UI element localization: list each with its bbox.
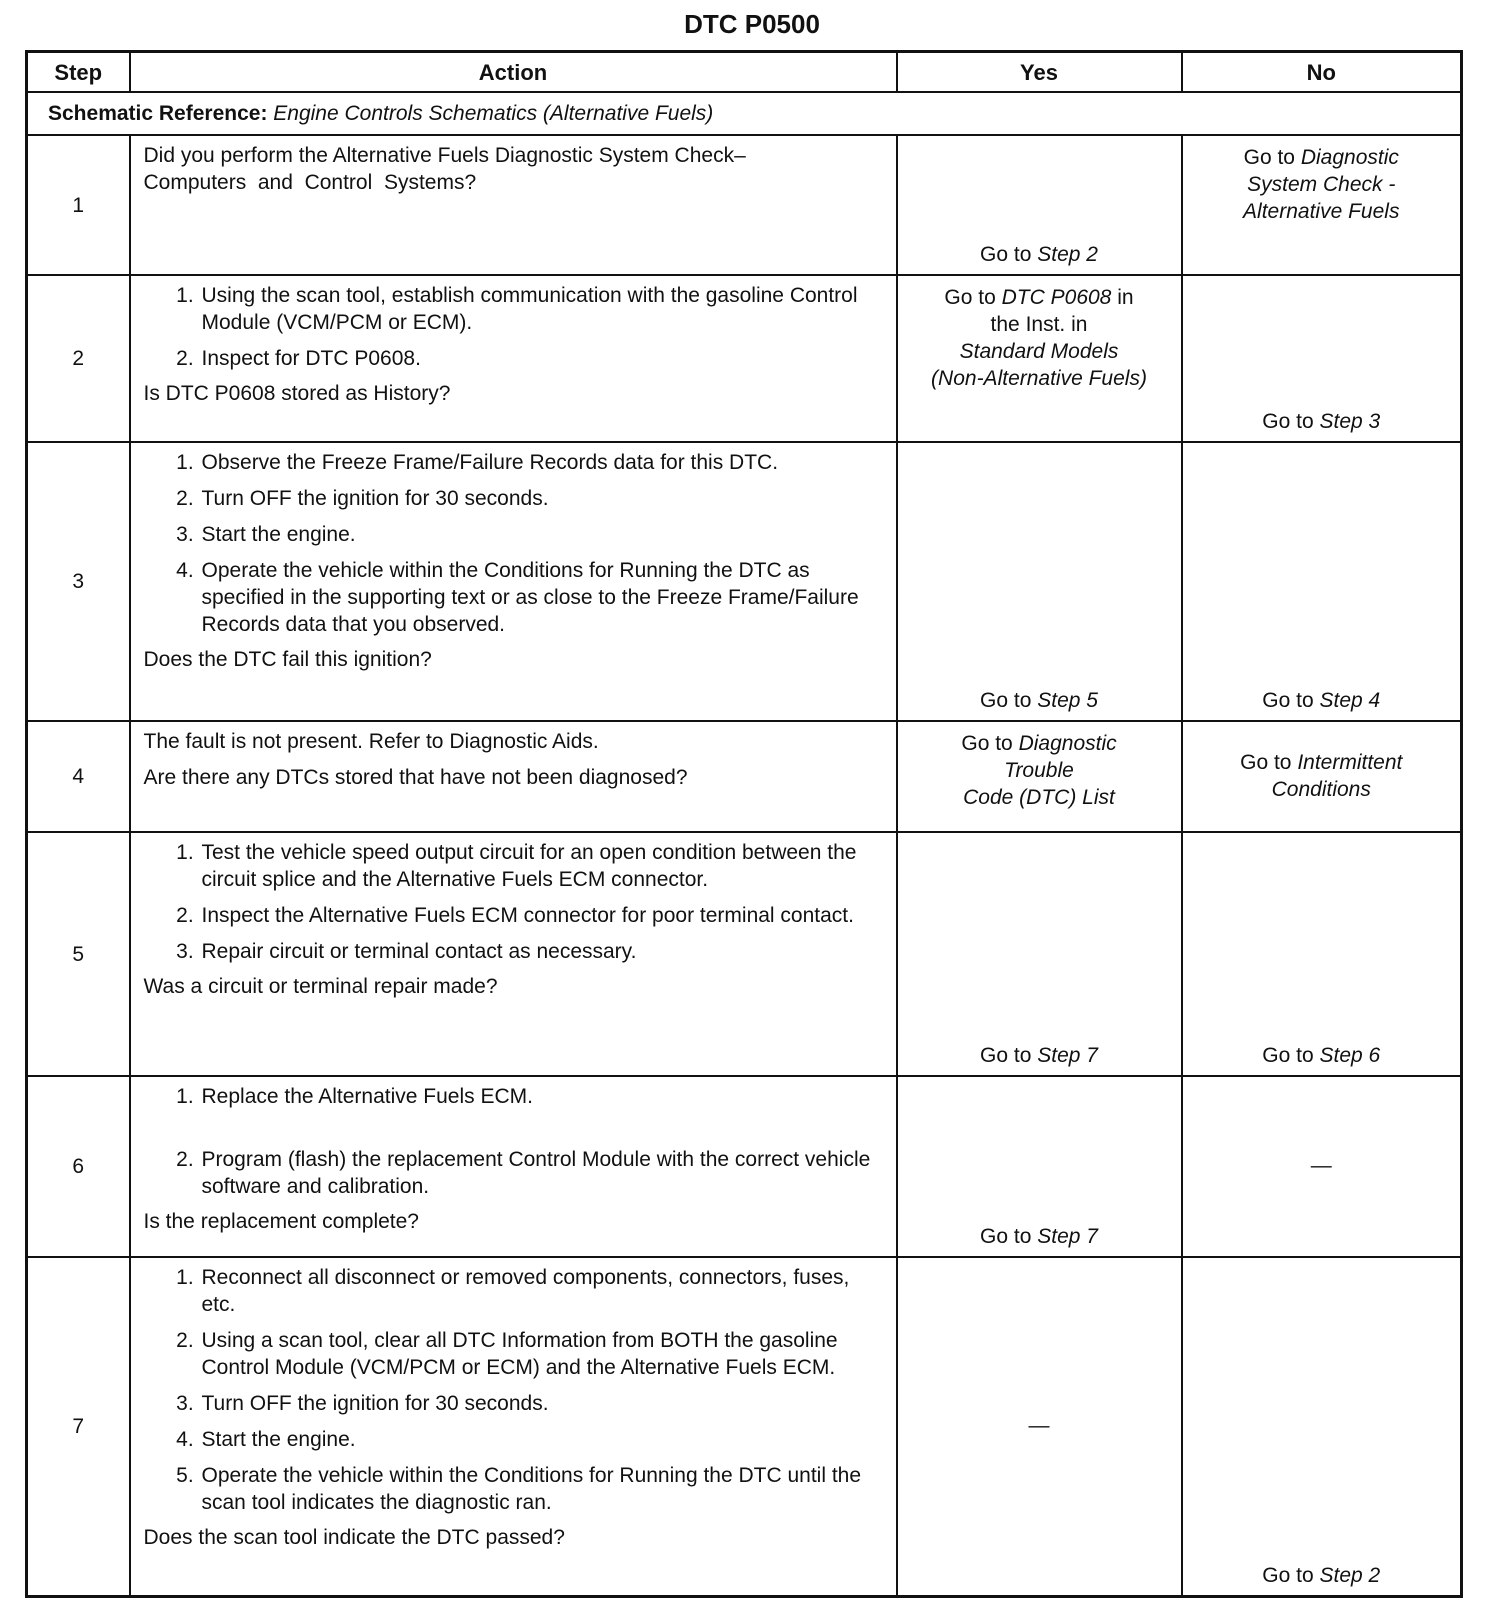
yes-link: Step 5 bbox=[1037, 689, 1098, 712]
page-title: DTC P0500 bbox=[684, 9, 820, 39]
substep-item: 1. Observe the Freeze Frame/Failure Records data for this DTC. bbox=[200, 449, 886, 476]
substep-item: 1. Test the vehicle speed output circuit for an open condition between the circuit splice and the Alternative Fuels ECM connector. bbox=[200, 839, 886, 893]
goto-text: Go to bbox=[980, 689, 1032, 712]
no-link: Intermittent bbox=[1297, 750, 1403, 774]
no-link: Diagnostic bbox=[1300, 146, 1399, 169]
question-text: Does the DTC fail this ignition? bbox=[143, 648, 432, 671]
header-action: Action bbox=[130, 52, 897, 93]
header-yes: Yes bbox=[897, 52, 1182, 93]
no-link: Step 2 bbox=[1319, 1564, 1381, 1587]
header-row bbox=[27, 52, 1462, 93]
substep-item: 1. Reconnect all disconnect or removed components, connectors, fuses, etc. bbox=[200, 1264, 886, 1318]
yes-result bbox=[897, 442, 1182, 721]
table-row bbox=[27, 442, 1462, 721]
substep-item: 1. Replace the Alternative Fuels ECM. bbox=[200, 1083, 886, 1110]
step-action bbox=[130, 1076, 897, 1257]
yes-link-cont: (Non-Alternative Fuels) bbox=[931, 367, 1147, 390]
step-action bbox=[130, 721, 897, 832]
table-row bbox=[27, 1076, 1462, 1257]
question-text: Is DTC P0608 stored as History? bbox=[143, 382, 451, 405]
step-number: 1 bbox=[27, 135, 130, 275]
goto-text: Go to bbox=[980, 243, 1032, 266]
table-row bbox=[27, 721, 1462, 832]
substep-item: 3. Start the engine. bbox=[200, 521, 886, 548]
step-action bbox=[130, 275, 897, 442]
step-number: 7 bbox=[27, 1257, 130, 1597]
step-action bbox=[130, 135, 897, 275]
table-row bbox=[27, 135, 1462, 275]
substep-item: 3. Repair circuit or terminal contact as necessary. bbox=[200, 938, 886, 965]
substep-item: 5. Operate the vehicle within the Conditions for Running the DTC until the scan tool indicates the diagnostic ran. bbox=[200, 1462, 886, 1516]
table-row bbox=[27, 832, 1462, 1076]
yes-link: Step 2 bbox=[1037, 243, 1098, 266]
question-text: Does the scan tool indicate the DTC passed? bbox=[143, 1526, 565, 1549]
statement-text: The fault is not present. Refer to Diagnostic Aids. bbox=[143, 730, 599, 753]
yes-result bbox=[897, 832, 1182, 1076]
question-text: Was a circuit or terminal repair made? bbox=[143, 975, 498, 998]
goto-text: Go to bbox=[1262, 689, 1314, 712]
no-result bbox=[1182, 442, 1462, 721]
table-row bbox=[27, 275, 1462, 442]
step-number: 2 bbox=[27, 275, 130, 442]
step-action bbox=[130, 832, 897, 1076]
yes-link-cont: Standard Models bbox=[959, 340, 1119, 363]
goto-text: Go to bbox=[1243, 146, 1295, 169]
goto-text: Go to bbox=[1262, 1044, 1314, 1067]
yes-link-cont: Code (DTC) List bbox=[963, 786, 1115, 809]
yes-link-cont: Trouble bbox=[1004, 759, 1074, 782]
substep-item: 2. Using a scan tool, clear all DTC Information from BOTH the gasoline Control Module (VCM/PCM or ECM) and the Alternative Fuels ECM. bbox=[200, 1327, 886, 1381]
no-link-cont: System Check - bbox=[1247, 173, 1396, 196]
no-result bbox=[1182, 721, 1462, 832]
step-action bbox=[130, 1257, 897, 1597]
yes-result bbox=[897, 275, 1182, 442]
goto-text: Go to bbox=[944, 286, 996, 309]
no-result-dash: — bbox=[1182, 1076, 1462, 1257]
diagnostic-table bbox=[25, 50, 1463, 1598]
yes-link: Step 7 bbox=[1037, 1044, 1098, 1067]
header-step: Step bbox=[27, 52, 130, 93]
header-no: No bbox=[1182, 52, 1462, 93]
schematic-label: Schematic Reference: bbox=[48, 102, 268, 125]
goto-text: Go to bbox=[1262, 1564, 1314, 1587]
substep-list bbox=[144, 839, 886, 965]
no-result bbox=[1182, 1257, 1462, 1597]
substep-item: 4. Start the engine. bbox=[200, 1426, 886, 1453]
substep-list bbox=[144, 1264, 886, 1516]
question-text: Is the replacement complete? bbox=[143, 1210, 419, 1233]
yes-result bbox=[897, 1076, 1182, 1257]
yes-result bbox=[897, 135, 1182, 275]
no-result bbox=[1182, 832, 1462, 1076]
schematic-link: Engine Controls Schematics (Alternative Fuels) bbox=[273, 102, 714, 125]
substep-item: 2. Inspect the Alternative Fuels ECM connector for poor terminal contact. bbox=[200, 902, 886, 929]
no-link-cont: Conditions bbox=[1271, 777, 1371, 801]
goto-text: Go to bbox=[1262, 410, 1314, 433]
substep-item: 2. Inspect for DTC P0608. bbox=[200, 345, 886, 372]
substep-item: 1. Using the scan tool, establish communication with the gasoline Control Module (VCM/PCM or ECM). bbox=[200, 282, 886, 336]
no-result bbox=[1182, 275, 1462, 442]
no-result bbox=[1182, 135, 1462, 275]
yes-link: DTC P0608 bbox=[1001, 286, 1112, 309]
substep-list bbox=[144, 282, 886, 372]
step-number: 5 bbox=[27, 832, 130, 1076]
step-number: 6 bbox=[27, 1076, 130, 1257]
yes-text-cont: the Inst. in bbox=[990, 313, 1088, 336]
no-link: Step 3 bbox=[1319, 410, 1381, 433]
substep-item: 2. Program (flash) the replacement Control Module with the correct vehicle software and calibration. bbox=[200, 1146, 886, 1200]
step-action bbox=[130, 442, 897, 721]
yes-result-dash: — bbox=[897, 1257, 1182, 1597]
yes-result bbox=[897, 721, 1182, 832]
no-link: Step 4 bbox=[1319, 689, 1381, 712]
goto-text: Go to bbox=[980, 1225, 1032, 1248]
substep-list bbox=[144, 1083, 886, 1200]
goto-text: Go to bbox=[980, 1044, 1032, 1067]
step-number: 4 bbox=[27, 721, 130, 832]
substep-item: 2. Turn OFF the ignition for 30 seconds. bbox=[200, 485, 886, 512]
substep-item: 4. Operate the vehicle within the Conditions for Running the DTC as specified in the supporting text or as close to the Freeze Frame/Failure Records data that you observed. bbox=[200, 557, 886, 638]
substep-list bbox=[144, 449, 886, 638]
schematic-row bbox=[27, 92, 1462, 135]
no-link-cont: Alternative Fuels bbox=[1243, 200, 1400, 223]
no-link: Step 6 bbox=[1319, 1044, 1381, 1067]
question-text: Are there any DTCs stored that have not been diagnosed? bbox=[143, 766, 688, 789]
substep-item: 3. Turn OFF the ignition for 30 seconds. bbox=[200, 1390, 886, 1417]
yes-link: Step 7 bbox=[1037, 1225, 1098, 1248]
question-text-cont: Computers and Control Systems? bbox=[143, 171, 477, 194]
goto-text: Go to bbox=[961, 732, 1013, 755]
step-number: 3 bbox=[27, 442, 130, 721]
table-row bbox=[27, 1257, 1462, 1597]
yes-link: Diagnostic bbox=[1018, 732, 1117, 755]
question-text: Did you perform the Alternative Fuels Diagnostic System Check– bbox=[143, 144, 746, 167]
goto-text: Go to bbox=[1240, 750, 1292, 774]
yes-suffix: in bbox=[1117, 286, 1134, 309]
schematic-reference bbox=[27, 92, 1462, 135]
